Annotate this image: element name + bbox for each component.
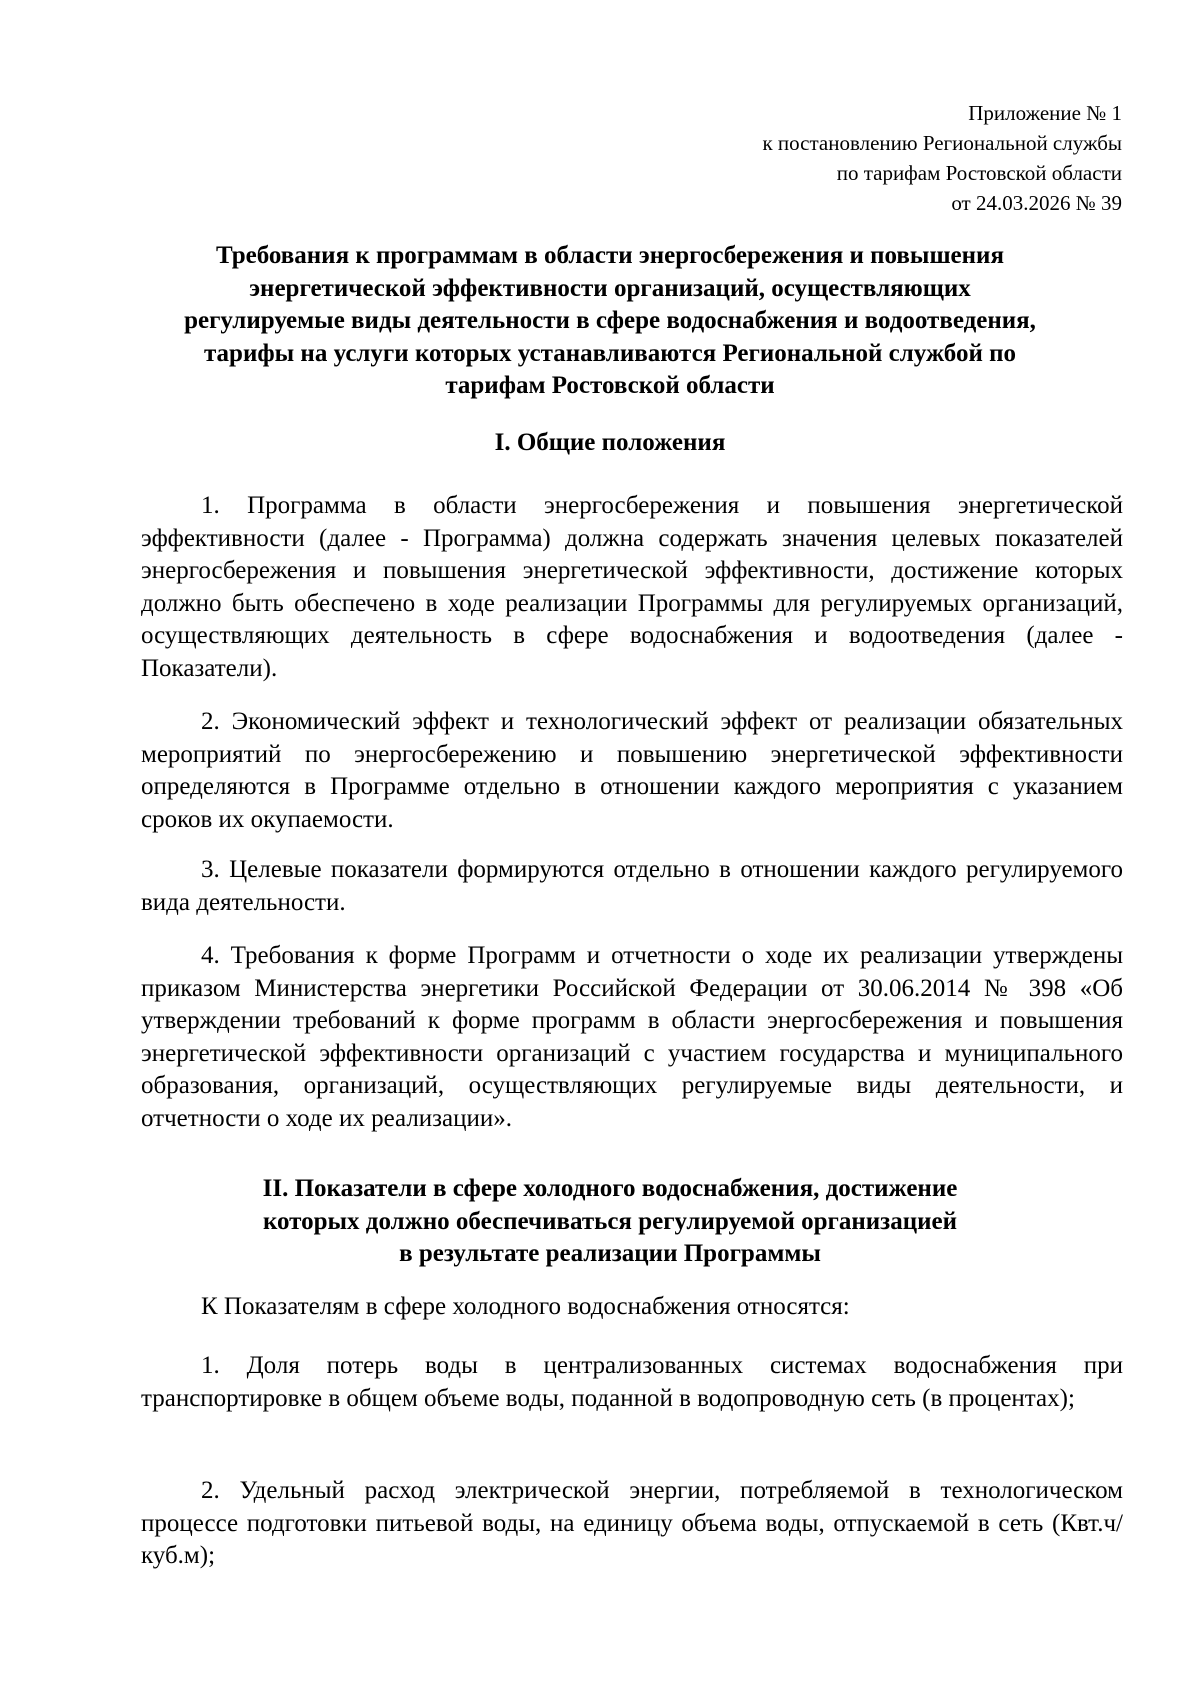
approval-header-line: по тарифам Ростовской области	[836, 161, 1122, 185]
paragraph-item-3: 3. Целевые показатели формируются отдельно в отношении каждого регулируемого вида деятельности.	[141, 856, 1123, 916]
approval-header-line: Приложение № 1	[968, 101, 1122, 125]
section-heading-text: в результате реализации Программы	[399, 1240, 821, 1267]
paragraph-item-4: 4. Требования к форме Программ и отчетности о ходе их реализации утверждены приказом Министерства энергетики Российской Федерации от 30.06.2014 № 398 «Об утверждении требований к форме программ в области энергосбережения и повышения энергетической эффективности организаций с участием государства и муниципального образования, организаций, осуществляющих регулируемые виды деятельности, и отчетности о ходе их реализации».	[141, 942, 1123, 1132]
document-title-line: регулируемые виды деятельности в сфере водоснабжения и водоотведения,	[184, 307, 1036, 334]
section-heading-cold-water	[120, 1173, 1100, 1271]
document-title-line: тарифы на услуги которых устанавливаются Региональной службой по	[203, 339, 1017, 367]
approval-header-line: от 24.03.2026 № 39	[951, 191, 1122, 215]
section-heading-text: которых должно обеспечиваться регулируемой организацией	[262, 1207, 958, 1235]
approval-header	[762, 98, 1122, 218]
approval-header-line: к постановлению Региональной службы	[762, 131, 1122, 155]
document-title-line: Требования к программам в области энергосбережения и повышения	[215, 242, 1004, 269]
document-title-line: тарифам Ростовской области	[445, 372, 775, 399]
section-heading-general	[120, 427, 1100, 460]
document-title-line: энергетической эффективности организаций, осуществляющих	[249, 274, 971, 302]
section-heading-text: II. Показатели в сфере холодного водоснабжения, достижение	[262, 1175, 958, 1202]
section-intro: К Показателям в сфере холодного водоснабжения относятся:	[201, 1293, 850, 1320]
paragraph-item-1: 1. Программа в области энергосбережения и повышения энергетической эффективности (далее - Программа) должна содержать значения целевых показателей энергосбережения и повышения энергетической эффективности, достижение которых должно быть обеспечено в ходе реализации Программы для регулируемых организаций, осуществляющих деятельность в сфере водоснабжения и водоотведения (далее - Показатели).	[141, 492, 1123, 682]
indicator-item-2: 2. Удельный расход электрической энергии, потребляемой в технологическом процессе подготовки питьевой воды, на единицу объема воды, отпускаемой в сеть (Квт.ч/куб.м);	[141, 1477, 1123, 1569]
indicator-item-1: 1. Доля потерь воды в централизованных системах водоснабжения при транспортировке в общем объеме воды, поданной в водопроводную сеть (в процентах);	[141, 1352, 1123, 1412]
document-title	[120, 240, 1100, 403]
section-heading-text: I. Общие положения	[494, 429, 726, 456]
paragraph-item-2: 2. Экономический эффект и технологический эффект от реализации обязательных мероприятий по энергосбережению и повышению энергетической эффективности определяются в Программе отдельно в отношении каждого мероприятия с указанием сроков их окупаемости.	[141, 708, 1123, 833]
